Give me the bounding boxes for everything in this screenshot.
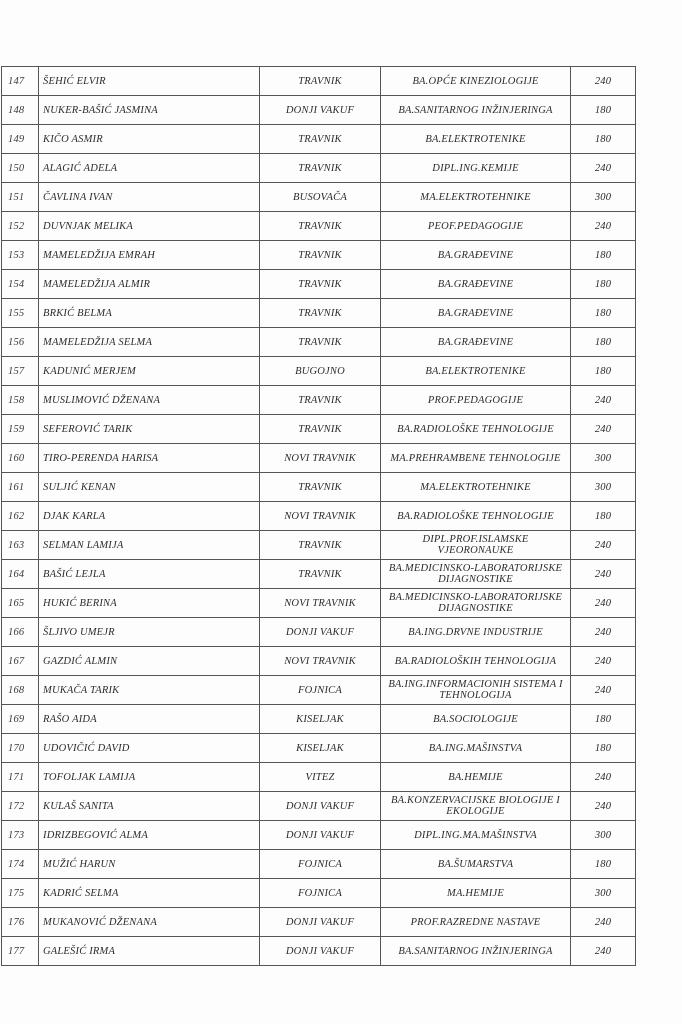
candidate-city: BUGOJNO [260,357,381,386]
table-row [2,879,636,908]
candidate-name: KULAŠ SANITA [39,792,260,821]
candidate-name: MUKANOVIĆ DŽENANA [39,908,260,937]
candidate-name: SEFEROVIĆ TARIK [39,415,260,444]
candidate-city: TRAVNIK [260,212,381,241]
candidate-city: FOJNICA [260,850,381,879]
candidate-city: KISELJAK [260,734,381,763]
row-number: 174 [2,850,39,879]
row-number: 170 [2,734,39,763]
ects-points: 240 [571,531,636,560]
table-row [2,67,636,96]
ects-points: 300 [571,473,636,502]
candidate-city: NOVI TRAVNIK [260,502,381,531]
candidate-name: KADUNIĆ MERJEM [39,357,260,386]
candidate-name: ALAGIĆ ADELA [39,154,260,183]
candidate-city: FOJNICA [260,879,381,908]
candidate-degree: MA.ELEKTROTEHNIKE [381,183,571,212]
table-row [2,763,636,792]
candidate-city: DONJI VAKUF [260,937,381,966]
candidate-degree: BA.ING.INFORMACIONIH SISTEMA I TEHNOLOGIJA [381,676,571,705]
row-number: 171 [2,763,39,792]
ects-points: 240 [571,154,636,183]
table-row [2,705,636,734]
ects-points: 240 [571,763,636,792]
table-row [2,357,636,386]
ects-points: 180 [571,850,636,879]
candidate-degree: BA.GRAĐEVINE [381,299,571,328]
candidate-degree: BA.SANITARNOG INŽINJERINGA [381,96,571,125]
candidate-city: TRAVNIK [260,270,381,299]
row-number: 177 [2,937,39,966]
table-row [2,589,636,618]
candidate-degree: MA.ELEKTROTEHNIKE [381,473,571,502]
candidate-degree: BA.ING.DRVNE INDUSTRIJE [381,618,571,647]
row-number: 159 [2,415,39,444]
candidate-name: TOFOLJAK LAMIJA [39,763,260,792]
ects-points: 180 [571,502,636,531]
candidate-degree: BA.ELEKTROTENIKE [381,357,571,386]
candidate-city: NOVI TRAVNIK [260,444,381,473]
table-row [2,560,636,589]
row-number: 155 [2,299,39,328]
candidate-degree: PROF.PEDAGOGIJE [381,386,571,415]
table-row [2,154,636,183]
candidate-name: MAMELEDŽIJA ALMIR [39,270,260,299]
candidate-city: TRAVNIK [260,415,381,444]
candidate-city: NOVI TRAVNIK [260,647,381,676]
ects-points: 180 [571,357,636,386]
candidate-name: IDRIZBEGOVIĆ ALMA [39,821,260,850]
candidate-degree: DIPL.ING.KEMIJE [381,154,571,183]
table-row [2,212,636,241]
row-number: 172 [2,792,39,821]
candidate-name: HUKIĆ BERINA [39,589,260,618]
candidate-city: TRAVNIK [260,560,381,589]
table-row [2,531,636,560]
row-number: 163 [2,531,39,560]
ects-points: 240 [571,386,636,415]
ects-points: 240 [571,908,636,937]
candidate-name: ŠEHIĆ ELVIR [39,67,260,96]
row-number: 158 [2,386,39,415]
row-number: 157 [2,357,39,386]
table-row [2,183,636,212]
candidate-name: MUSLIMOVIĆ DŽENANA [39,386,260,415]
row-number: 147 [2,67,39,96]
candidate-city: TRAVNIK [260,473,381,502]
candidate-city: DONJI VAKUF [260,96,381,125]
ects-points: 240 [571,560,636,589]
candidate-table-body [2,67,636,966]
row-number: 150 [2,154,39,183]
ects-points: 300 [571,879,636,908]
ects-points: 240 [571,676,636,705]
table-row [2,415,636,444]
row-number: 160 [2,444,39,473]
table-row [2,473,636,502]
candidate-city: DONJI VAKUF [260,618,381,647]
row-number: 168 [2,676,39,705]
candidate-degree: BA.MEDICINSKO-LABORATORIJSKE DIJAGNOSTIKE [381,560,571,589]
table-row [2,299,636,328]
candidate-city: KISELJAK [260,705,381,734]
ects-points: 240 [571,67,636,96]
table-row [2,96,636,125]
row-number: 164 [2,560,39,589]
candidate-name: SULJIĆ KENAN [39,473,260,502]
row-number: 175 [2,879,39,908]
ects-points: 180 [571,705,636,734]
ects-points: 240 [571,792,636,821]
ects-points: 180 [571,241,636,270]
candidate-city: TRAVNIK [260,241,381,270]
candidate-name: GAZDIĆ ALMIN [39,647,260,676]
candidate-degree: DIPL.PROF.ISLAMSKE VJEORONAUKE [381,531,571,560]
candidate-degree: BA.HEMIJE [381,763,571,792]
candidate-city: TRAVNIK [260,67,381,96]
table-row [2,821,636,850]
table-row [2,241,636,270]
candidate-name: UDOVIČIĆ DAVID [39,734,260,763]
table-row [2,676,636,705]
ects-points: 240 [571,618,636,647]
ects-points: 180 [571,270,636,299]
candidate-degree: PEOF.PEDAGOGIJE [381,212,571,241]
candidate-degree: BA.RADIOLOŠKE TEHNOLOGIJE [381,502,571,531]
row-number: 165 [2,589,39,618]
row-number: 151 [2,183,39,212]
table-row [2,792,636,821]
candidate-city: BUSOVAČA [260,183,381,212]
candidate-degree: BA.ŠUMARSTVA [381,850,571,879]
candidate-degree: BA.OPĆE KINEZIOLOGIJE [381,67,571,96]
ects-points: 180 [571,328,636,357]
candidate-degree: BA.GRAĐEVINE [381,241,571,270]
row-number: 169 [2,705,39,734]
row-number: 154 [2,270,39,299]
candidate-name: KIČO ASMIR [39,125,260,154]
ects-points: 240 [571,937,636,966]
candidate-name: ŠLJIVO UMEJR [39,618,260,647]
candidate-city: TRAVNIK [260,299,381,328]
candidate-degree: BA.ING.MAŠINSTVA [381,734,571,763]
table-row [2,444,636,473]
ects-points: 180 [571,125,636,154]
candidate-city: TRAVNIK [260,328,381,357]
table-row [2,937,636,966]
candidate-degree: MA.PREHRAMBENE TEHNOLOGIJE [381,444,571,473]
table-row [2,386,636,415]
table-row [2,647,636,676]
ects-points: 300 [571,444,636,473]
candidate-degree: BA.SANITARNOG INŽINJERINGA [381,937,571,966]
table-row [2,125,636,154]
row-number: 162 [2,502,39,531]
candidate-city: TRAVNIK [260,531,381,560]
ects-points: 180 [571,734,636,763]
candidate-name: TIRO-PERENDA HARISA [39,444,260,473]
candidate-name: DUVNJAK MELIKA [39,212,260,241]
candidate-degree: BA.RADIOLOŠKE TEHNOLOGIJE [381,415,571,444]
candidate-table [1,66,636,966]
candidate-name: NUKER-BAŠIĆ JASMINA [39,96,260,125]
ects-points: 240 [571,415,636,444]
candidate-degree: MA.HEMIJE [381,879,571,908]
table-row [2,734,636,763]
candidate-degree: DIPL.ING.MA.MAŠINSTVA [381,821,571,850]
candidate-city: TRAVNIK [260,386,381,415]
candidate-city: NOVI TRAVNIK [260,589,381,618]
ects-points: 240 [571,647,636,676]
candidate-city: DONJI VAKUF [260,792,381,821]
candidate-name: MUKAČA TARIK [39,676,260,705]
table-row [2,618,636,647]
table-row [2,328,636,357]
table-row [2,850,636,879]
ects-points: 300 [571,821,636,850]
row-number: 153 [2,241,39,270]
candidate-city: TRAVNIK [260,125,381,154]
candidate-city: TRAVNIK [260,154,381,183]
candidate-name: RAŠO AIDA [39,705,260,734]
candidate-degree: BA.GRAĐEVINE [381,270,571,299]
row-number: 148 [2,96,39,125]
candidate-name: SELMAN LAMIJA [39,531,260,560]
candidate-degree: PROF.RAZREDNE NASTAVE [381,908,571,937]
table-row [2,502,636,531]
table-row [2,270,636,299]
row-number: 166 [2,618,39,647]
row-number: 149 [2,125,39,154]
row-number: 161 [2,473,39,502]
row-number: 167 [2,647,39,676]
row-number: 152 [2,212,39,241]
candidate-city: FOJNICA [260,676,381,705]
candidate-name: DJAK KARLA [39,502,260,531]
ects-points: 180 [571,96,636,125]
row-number: 176 [2,908,39,937]
ects-points: 300 [571,183,636,212]
candidate-name: KADRIĆ SELMA [39,879,260,908]
row-number: 156 [2,328,39,357]
candidate-name: BRKIĆ BELMA [39,299,260,328]
row-number: 173 [2,821,39,850]
ects-points: 240 [571,589,636,618]
candidate-name: BAŠIĆ LEJLA [39,560,260,589]
candidate-name: MAMELEDŽIJA EMRAH [39,241,260,270]
table-row [2,908,636,937]
candidate-name: MAMELEDŽIJA SELMA [39,328,260,357]
candidate-city: DONJI VAKUF [260,908,381,937]
candidate-name: MUŽIĆ HARUN [39,850,260,879]
candidate-name: ČAVLINA IVAN [39,183,260,212]
candidate-city: DONJI VAKUF [260,821,381,850]
ects-points: 180 [571,299,636,328]
candidate-degree: BA.GRAĐEVINE [381,328,571,357]
candidate-name: GALEŠIĆ IRMA [39,937,260,966]
candidate-degree: BA.ELEKTROTENIKE [381,125,571,154]
candidate-table-wrapper [1,66,635,966]
candidate-degree: BA.SOCIOLOGIJE [381,705,571,734]
candidate-degree: BA.MEDICINSKO-LABORATORIJSKE DIJAGNOSTIKE [381,589,571,618]
candidate-degree: BA.RADIOLOŠKIH TEHNOLOGIJA [381,647,571,676]
ects-points: 240 [571,212,636,241]
candidate-city: VITEZ [260,763,381,792]
candidate-degree: BA.KONZERVACIJSKE BIOLOGIJE I EKOLOGIJE [381,792,571,821]
